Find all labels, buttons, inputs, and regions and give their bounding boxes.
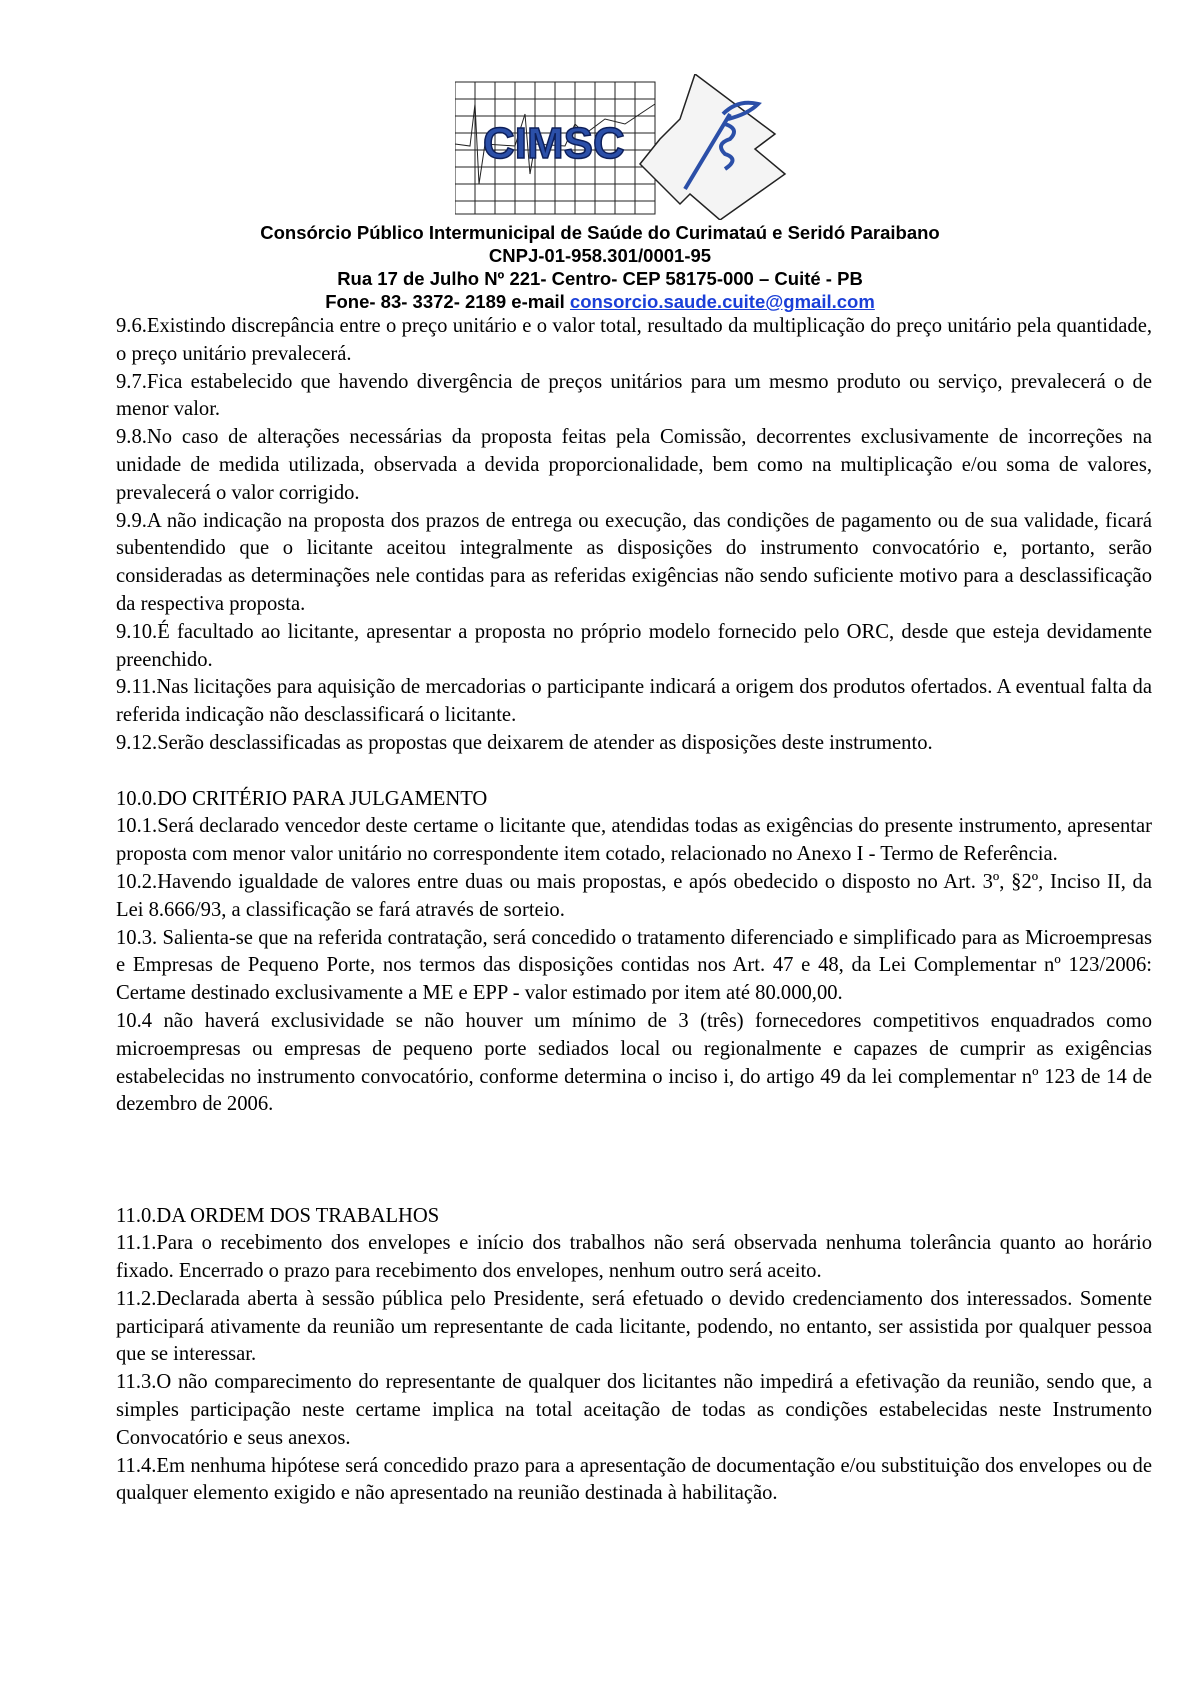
clause-9-12: 9.12.Serão desclassificadas as propostas que deixarem de atender as disposições deste instrumento. xyxy=(116,731,933,754)
clause-9-11: 9.11.Nas licitações para aquisição de mercadorias o participante indicará a origem dos produtos ofertados. A eventual falta da referida indicação não desclassificará o licitante. xyxy=(116,676,1152,727)
clause-10-4: 10.4 não haverá exclusividade se não houver um mínimo de 3 (três) fornecedores competitivos enquadrados como microempresas ou empresas de pequeno porte sediados local ou regionalmente e capazes de cumprir as exigências estabelecidas no instrumento convocatório, conforme determina o inciso i, do artigo 49 da lei complementar nº 123 de 14 de dezembro de 2006. xyxy=(116,1009,1152,1116)
clause-11-4: 11.4.Em nenhuma hipótese será concedido prazo para a apresentação de documentação e/ou substituição dos envelopes ou de qualquer elemento exigido e não apresentado na reunião destinada à habilitação. xyxy=(116,1454,1152,1505)
clause-11-3: 11.3.O não comparecimento do representante de qualquer dos licitantes não impedirá a efetivação da reunião, sendo que, a simples participação neste certame implica na total aceitação de todas as condições estabelecidas neste Instrumento Convocatório e seus anexos. xyxy=(116,1371,1152,1449)
address: Rua 17 de Julho Nº 221- Centro- CEP 58175-000 – Cuité - PB xyxy=(337,268,863,289)
clause-9-7: 9.7.Fica estabelecido que havendo divergência de preços unitários para um mesmo produto ou serviço, prevalecerá o de menor valor. xyxy=(116,370,1152,421)
contact-line xyxy=(0,290,1200,313)
clause-10-2: 10.2.Havendo igualdade de valores entre duas ou mais propostas, e após obedecido o disposto no Art. 3º, §2º, Inciso II, da Lei 8.666/93, a classificação se fará através de sorteio. xyxy=(116,870,1152,921)
email-link[interactable]: consorcio.saude.cuite@gmail.com xyxy=(569,291,875,312)
clause-11-1: 11.1.Para o recebimento dos envelopes e início dos trabalhos não será observada nenhuma tolerância quanto ao horário fixado. Encerrado o prazo para recebimento dos envelopes, nenhum outro será aceito. xyxy=(116,1232,1152,1283)
clause-11-2: 11.2.Declarada aberta à sessão pública pelo Presidente, será efetuado o devido credenciamento dos interessados. Somente participará ativamente da reunião um representante de cada licitante, podendo, no entanto, ser assistida por qualquer pessoa que se interessar. xyxy=(116,1287,1152,1366)
svg-text:CIMSC: CIMSC xyxy=(483,119,625,168)
org-name: Consórcio Público Intermunicipal de Saúde do Curimataú e Seridó Paraibano xyxy=(260,222,940,243)
clause-9-10: 9.10.É facultado ao licitante, apresentar a proposta no próprio modelo fornecido pelo ORC, desde que esteja devidamente preenchido. xyxy=(116,620,1152,671)
clause-9-6: 9.6.Existindo discrepância entre o preço unitário e o valor total, resultado da multiplicação do preço unitário pela quantidade, o preço unitário prevalecerá. xyxy=(116,315,1152,365)
letterhead xyxy=(0,221,1200,313)
clause-9-8: 9.8.No caso de alterações necessárias da proposta feitas pela Comissão, decorrentes exclusivamente de incorreções na unidade de medida utilizada, observada a devida proporcionalidade, bem como na multiplicação e/ou soma de valores, prevalecerá o valor corrigido. xyxy=(116,426,1152,504)
clause-10-1: 10.1.Será declarado vencedor deste certame o licitante que, atendidas todas as exigências do presente instrumento, apresentar proposta com menor valor unitário no correspondente item cotado, relacionado no Anexo I - Termo de Referência. xyxy=(116,815,1152,866)
cimsc-logo xyxy=(455,74,810,220)
section-heading-11: 11.0.DA ORDEM DOS TRABALHOS xyxy=(116,1204,440,1227)
phone: Fone- 83- 3372- 2189 e-mail xyxy=(325,291,570,312)
section-heading-10: 10.0.DO CRITÉRIO PARA JULGAMENTO xyxy=(116,787,488,810)
cnpj: CNPJ-01-958.301/0001-95 xyxy=(488,245,712,266)
document-body xyxy=(116,313,1152,1508)
clause-9-9: 9.9.A não indicação na proposta dos prazos de entrega ou execução, das condições de pagamento ou de sua validade, ficará subentendido que o licitante aceitou integralmente as disposições do instrumento convocatório e, portanto, serão consideradas as determinações nele contidas para as referidas exigências não sendo suficiente motivo para a desclassificação da respectiva proposta. xyxy=(116,509,1152,615)
clause-10-3: 10.3. Salienta-se que na referida contratação, será concedido o tratamento diferenciado e simplificado para as Microempresas e Empresas de Pequeno Porte, nos termos das disposições contidas nos Art. 47 e 48, da Lei Complementar nº 123/2006: Certame destinado exclusivamente a ME e EPP - valor estimado por item até 80.000,00. xyxy=(116,926,1152,1005)
